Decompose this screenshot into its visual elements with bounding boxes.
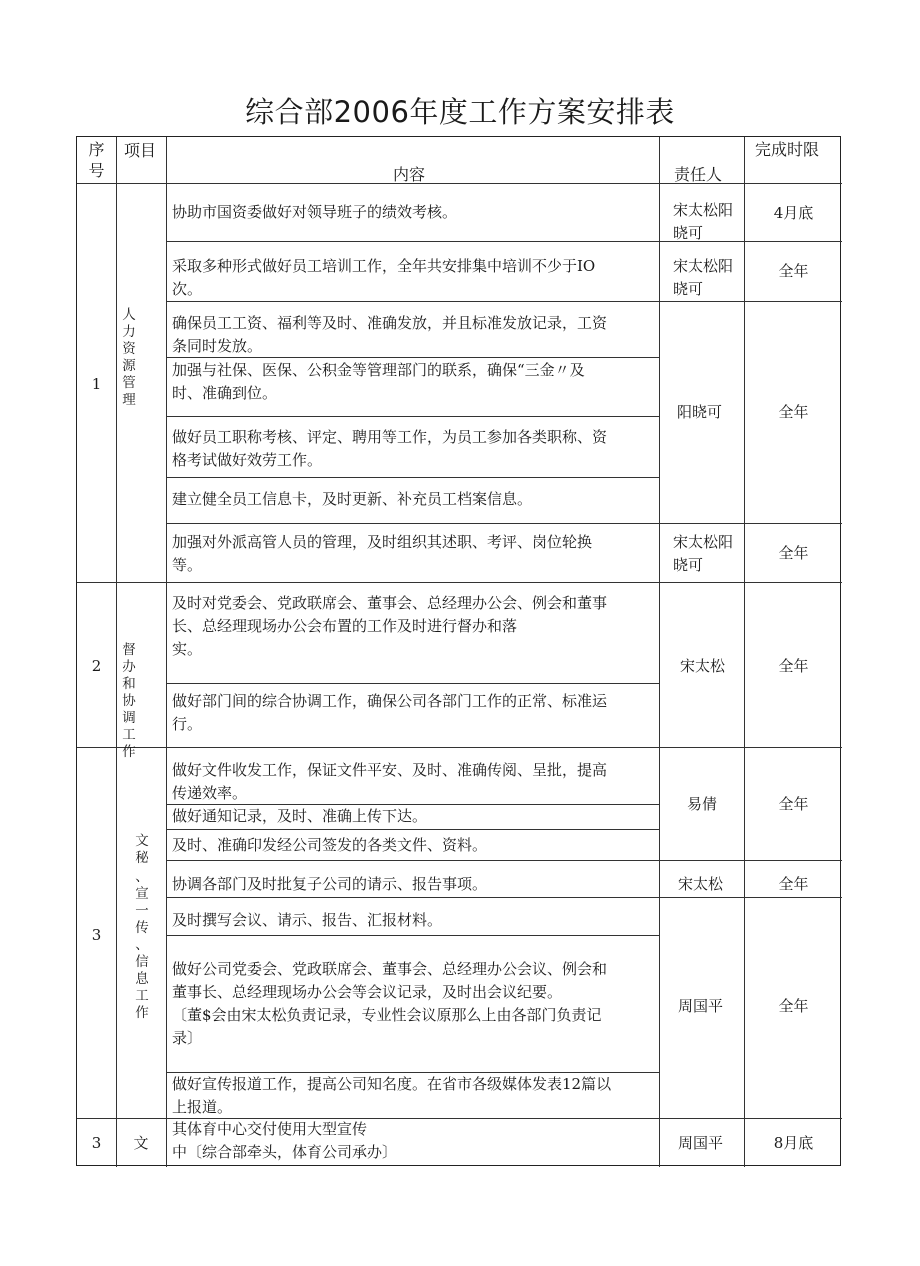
header-seq: 序 号	[88, 140, 105, 180]
task-deadline: 全年	[778, 795, 809, 813]
col-divider	[116, 137, 117, 1167]
task-content: 加强与社保、医保、公积金等管理部门的联系，确保“三金〃及 时、准确到位。	[172, 361, 585, 402]
section-project: 文	[133, 1134, 149, 1152]
task-content: 及时对党委会、党政联席会、董事会、总经理办公会、例会和董事 长、总经理现场办公会布置的工作及时进行督办和落 实。	[172, 594, 608, 658]
row-divider	[77, 747, 842, 748]
task-content: 协调各部门及时批复子公司的请示、报告事项。	[172, 875, 488, 893]
header-content: 内容	[393, 165, 426, 184]
row-divider	[166, 301, 842, 302]
task-content: 做好员工职称考核、评定、聘用等工作，为员工参加各类职称、资 格考试做好效劳工作。	[172, 428, 608, 469]
row-divider	[166, 897, 842, 898]
section-project-line: 、信息工作	[135, 937, 149, 1021]
row-divider	[166, 241, 842, 242]
task-content: 协助市国资委做好对领导班子的绩效考核。	[172, 203, 458, 221]
task-deadline: 8月底	[773, 1134, 814, 1152]
task-deadline: 全年	[778, 262, 809, 280]
task-owner: 宋太松阳 晓可	[673, 257, 734, 298]
row-divider	[77, 183, 842, 184]
task-content: 其体育中心交付使用大型宣传 中〔综合部牵头，体育公司承办〕	[172, 1120, 398, 1161]
task-content: 做好宣传报道工作，提高公司知名度。在省市各级媒体发表12篇以 上报道。	[172, 1075, 612, 1116]
row-divider	[166, 935, 659, 936]
task-content: 采取多种形式做好员工培训工作，全年共安排集中培训不少于IO 次。	[172, 257, 596, 298]
task-content: 建立健全员工信息卡，及时更新、补充员工档案信息。	[172, 490, 533, 508]
section-seq: 3	[91, 1134, 102, 1152]
section-project: 人力资源管理	[122, 307, 136, 408]
col-divider	[659, 137, 660, 1167]
row-divider	[166, 523, 842, 524]
task-content: 及时、准确印发经公司签发的各类文件、资料。	[172, 836, 488, 854]
row-divider	[166, 683, 659, 684]
page-title: 综合部2006年度工作方案安排表	[245, 95, 675, 129]
task-content: 确保员工工资、福利等及时、准确发放，并且标准发放记录，工资 条同时发放。	[172, 314, 608, 355]
task-owner: 阳晓可	[677, 403, 723, 421]
task-content: 做好部门间的综合协调工作，确保公司各部门工作的正常、标准运 行。	[172, 692, 608, 733]
section-project-line: 、宣一传	[135, 869, 149, 936]
task-content: 及时撰写会议、请示、报告、汇报材料。	[172, 911, 443, 929]
task-owner: 宋太松	[680, 657, 726, 675]
section-project-line: 文秘	[135, 833, 149, 866]
task-content: 做好通知记录，及时、准确上传下达。	[172, 807, 428, 825]
row-divider	[166, 416, 659, 417]
header-owner: 责任人	[674, 165, 723, 184]
header-project: 项目	[124, 141, 157, 160]
task-owner: 宋太松阳 晓可	[673, 533, 734, 574]
task-owner: 易倩	[687, 795, 718, 813]
task-owner: 宋太松	[678, 875, 724, 893]
header-deadline: 完成时限	[755, 140, 820, 159]
task-content: 加强对外派高管人员的管理，及时组织其述职、考评、岗位轮换 等。	[172, 533, 593, 574]
task-owner: 周国平	[678, 1134, 724, 1152]
section-project: 督办和协调工作	[122, 642, 136, 760]
row-divider	[166, 477, 659, 478]
task-deadline: 4月底	[773, 204, 814, 222]
task-deadline: 全年	[778, 544, 809, 562]
task-owner: 周国平	[678, 997, 724, 1015]
task-content: 做好文件收发工作，保证文件平安、及时、准确传阅、呈批，提高 传递效率。	[172, 761, 608, 802]
work-plan-table	[76, 136, 841, 1166]
task-deadline: 全年	[778, 997, 809, 1015]
task-deadline: 全年	[778, 403, 809, 421]
task-deadline: 全年	[778, 657, 809, 675]
task-deadline: 全年	[778, 875, 809, 893]
task-owner: 宋太松阳 晓可	[673, 201, 734, 242]
section-seq: 1	[91, 375, 102, 393]
row-divider	[77, 582, 842, 583]
section-seq: 3	[91, 926, 102, 944]
col-divider	[166, 137, 167, 1167]
row-divider	[166, 829, 659, 830]
row-divider	[166, 860, 842, 861]
section-seq: 2	[91, 657, 102, 675]
task-content: 做好公司党委会、党政联席会、董事会、总经理办公会议、例会和 董事长、总经理现场办公会等会议记录，及时出会议纪要。 〔董$会由宋太松负责记录，专业性会议原那么上由各部门负责记 录〕	[172, 960, 608, 1047]
